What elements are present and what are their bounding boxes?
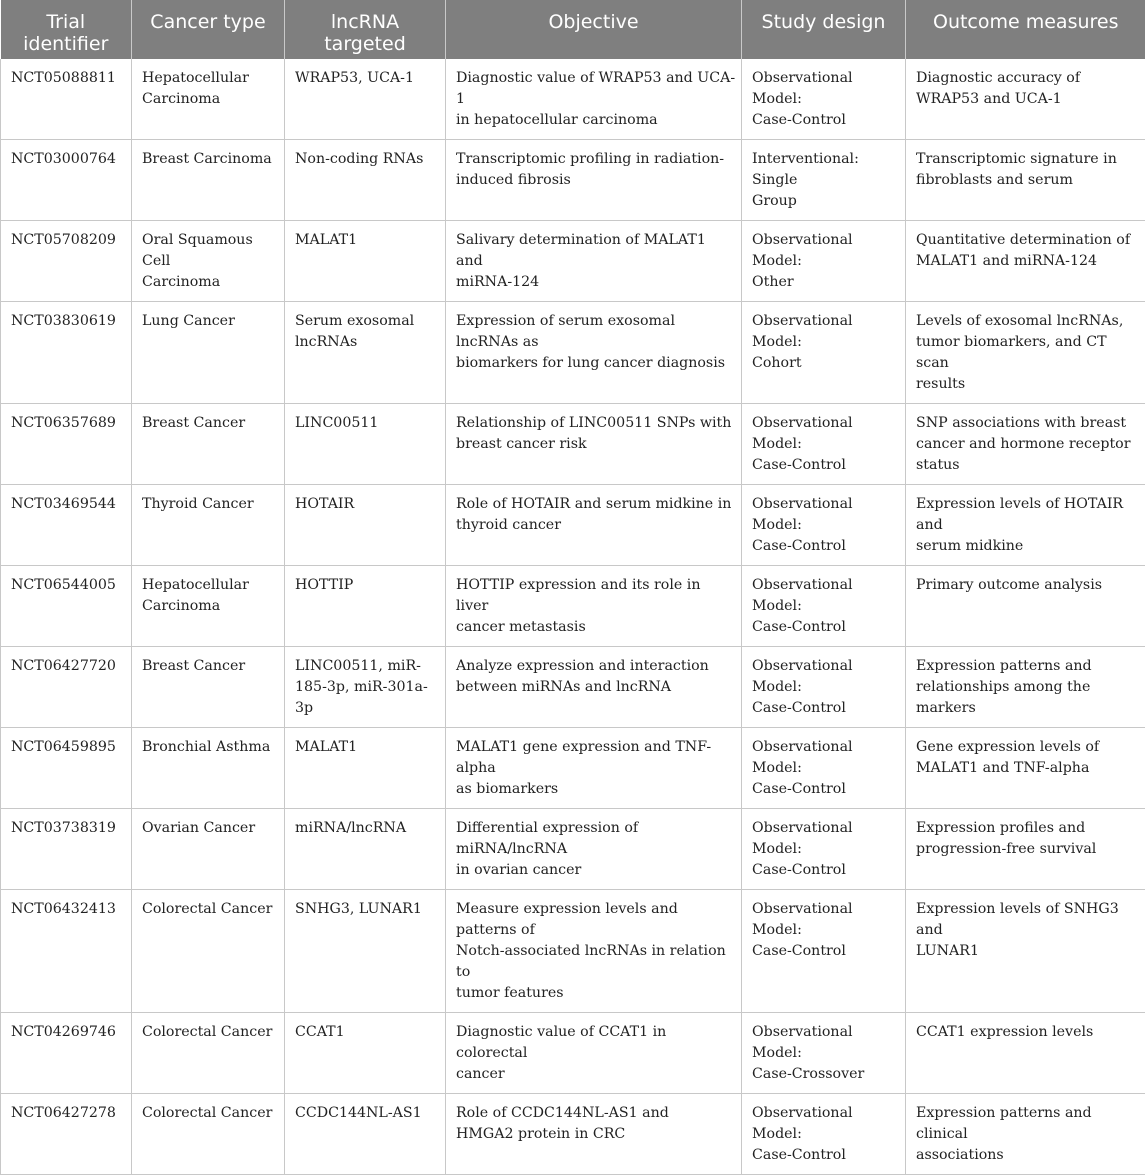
cell-line: Case-Control: [752, 781, 846, 797]
cell-line: Observational Model:: [752, 70, 853, 107]
table-row: [1, 140, 1145, 221]
table-row: [1, 890, 1145, 1013]
lncrna-cell: [285, 59, 446, 140]
outcome-cell: [906, 809, 1145, 890]
cell-line: Lung Cancer: [142, 313, 235, 329]
cancer-type-cell: [132, 728, 285, 809]
cell-line: Diagnostic value of WRAP53 and UCA-1: [456, 70, 735, 107]
lncrna-cell: [285, 890, 446, 1013]
cell-line: Expression levels of HOTAIR and: [916, 496, 1123, 533]
trial-id-cell: NCT06427720: [1, 647, 132, 728]
cell-line: CCAT1: [295, 1024, 345, 1040]
cell-line: cancer metastasis: [456, 619, 586, 635]
outcome-cell: [906, 59, 1145, 140]
cell-line: associations: [916, 1147, 1004, 1163]
cell-line: miRNA-124: [456, 274, 539, 290]
outcome-cell: [906, 140, 1145, 221]
cell-line: Case-Control: [752, 112, 846, 128]
study-design-cell: [742, 59, 906, 140]
cell-line: Case-Crossover: [752, 1066, 864, 1082]
cell-line: miRNA/lncRNA: [295, 820, 406, 836]
cell-line: LINC00511: [295, 415, 378, 431]
table-row: [1, 809, 1145, 890]
cell-line: breast cancer risk: [456, 436, 587, 452]
lncrna-cell: [285, 1013, 446, 1094]
cell-line: Relationship of LINC00511 SNPs with: [456, 415, 731, 431]
cell-line: Bronchial Asthma: [142, 739, 270, 755]
cell-line: Observational Model:: [752, 1105, 853, 1142]
cell-line: Case-Control: [752, 457, 846, 473]
cell-line: between miRNAs and lncRNA: [456, 679, 671, 695]
trial-id-cell: NCT03830619: [1, 302, 132, 404]
lncrna-cell: [285, 566, 446, 647]
study-design-cell: [742, 1013, 906, 1094]
cell-line: in hepatocellular carcinoma: [456, 112, 658, 128]
cell-line: Cohort: [752, 355, 802, 371]
cell-line: lncRNA: [331, 11, 399, 33]
trial-id-cell: NCT06357689: [1, 404, 132, 485]
outcome-cell: [906, 566, 1145, 647]
cancer-type-cell: [132, 566, 285, 647]
cell-line: Observational Model:: [752, 496, 853, 533]
table-row: [1, 647, 1145, 728]
cell-line: targeted: [324, 33, 406, 55]
cancer-type-cell: [132, 809, 285, 890]
trial-id-cell: NCT03738319: [1, 809, 132, 890]
cell-line: Transcriptomic signature in: [916, 151, 1117, 167]
cell-line: HMGA2 protein in CRC: [456, 1126, 625, 1142]
lncrna-cell: [285, 140, 446, 221]
study-design-cell: [742, 302, 906, 404]
cell-line: Gene expression levels of: [916, 739, 1099, 755]
cell-line: Colorectal Cancer: [142, 1024, 272, 1040]
cell-line: tumor biomarkers, and CT scan: [916, 334, 1107, 371]
cell-line: Thyroid Cancer: [142, 496, 254, 512]
cell-line: Levels of exosomal lncRNAs,: [916, 313, 1123, 329]
header-lncrna-targeted: [285, 0, 446, 59]
cancer-type-cell: [132, 485, 285, 566]
cell-line: Breast Cancer: [142, 415, 245, 431]
cell-line: Diagnostic value of CCAT1 in colorectal: [456, 1024, 666, 1061]
lncrna-cell: [285, 221, 446, 302]
cell-line: Other: [752, 274, 794, 290]
header-outcome-measures: [906, 0, 1145, 59]
cell-line: Expression levels of SNHG3 and: [916, 901, 1119, 938]
cell-line: Non-coding RNAs: [295, 151, 423, 167]
cell-line: Colorectal Cancer: [142, 1105, 272, 1121]
lncrna-cell: [285, 485, 446, 566]
trial-id-cell: NCT06427278: [1, 1094, 132, 1175]
header-cancer-type: [132, 0, 285, 59]
trial-id-cell: NCT06544005: [1, 566, 132, 647]
trial-id-cell: NCT03469544: [1, 485, 132, 566]
header-objective: [446, 0, 742, 59]
study-design-cell: [742, 221, 906, 302]
cell-line: cancer: [456, 1066, 505, 1082]
cell-line: Carcinoma: [142, 91, 220, 107]
cell-line: Case-Control: [752, 1147, 846, 1163]
study-design-cell: [742, 140, 906, 221]
objective-cell: [446, 404, 742, 485]
cell-line: biomarkers for lung cancer diagnosis: [456, 355, 725, 371]
cell-line: induced fibrosis: [456, 172, 571, 188]
table-row: [1, 566, 1145, 647]
cell-line: CCAT1 expression levels: [916, 1024, 1093, 1040]
cancer-type-cell: [132, 221, 285, 302]
cell-line: MALAT1 gene expression and TNF-alpha: [456, 739, 711, 776]
cell-line: CCDC144NL-AS1: [295, 1105, 422, 1121]
cell-line: LUNAR1: [916, 943, 979, 959]
table-row: [1, 59, 1145, 140]
cell-line: WRAP53 and UCA-1: [916, 91, 1062, 107]
cell-line: Expression patterns and clinical: [916, 1105, 1092, 1142]
cell-line: Carcinoma: [142, 598, 220, 614]
cancer-type-cell: [132, 890, 285, 1013]
cell-line: Differential expression of miRNA/lncRNA: [456, 820, 638, 857]
outcome-cell: [906, 1094, 1145, 1175]
table-body: [1, 59, 1145, 1175]
lncrna-cell: [285, 647, 446, 728]
cell-line: Colorectal Cancer: [142, 901, 272, 917]
lncrna-cell: [285, 1094, 446, 1175]
cell-line: Expression patterns and: [916, 658, 1092, 674]
outcome-cell: [906, 1013, 1145, 1094]
cancer-type-cell: [132, 1094, 285, 1175]
cell-line: Objective: [548, 11, 638, 33]
cell-line: Role of CCDC144NL-AS1 and: [456, 1105, 669, 1121]
cell-line: Observational Model:: [752, 313, 853, 350]
study-design-cell: [742, 404, 906, 485]
cell-line: Study design: [762, 11, 886, 33]
cell-line: Serum exosomal: [295, 313, 414, 329]
cell-line: Case-Control: [752, 862, 846, 878]
study-design-cell: [742, 809, 906, 890]
cell-line: MALAT1 and TNF-alpha: [916, 760, 1089, 776]
cell-line: HOTAIR: [295, 496, 354, 512]
cell-line: Interventional: Single: [752, 151, 859, 188]
cell-line: Observational Model:: [752, 901, 853, 938]
cell-line: MALAT1: [295, 232, 357, 248]
outcome-cell: [906, 890, 1145, 1013]
outcome-cell: [906, 485, 1145, 566]
table-row: [1, 1013, 1145, 1094]
objective-cell: [446, 647, 742, 728]
trial-id-cell: NCT06432413: [1, 890, 132, 1013]
study-design-cell: [742, 485, 906, 566]
cell-line: Observational Model:: [752, 658, 853, 695]
outcome-cell: [906, 728, 1145, 809]
objective-cell: [446, 59, 742, 140]
cell-line: lncRNAs: [295, 334, 357, 350]
objective-cell: [446, 302, 742, 404]
cell-line: Transcriptomic profiling in radiation-: [456, 151, 724, 167]
cell-line: Case-Control: [752, 943, 846, 959]
cell-line: relationships among the markers: [916, 679, 1090, 716]
cell-line: Group: [752, 193, 797, 209]
cell-line: Observational Model:: [752, 415, 853, 452]
lncrna-cell: [285, 809, 446, 890]
cell-line: HOTTIP expression and its role in liver: [456, 577, 700, 614]
cell-line: tumor features: [456, 985, 564, 1001]
cell-line: Primary outcome analysis: [916, 577, 1102, 593]
trial-id-cell: NCT05708209: [1, 221, 132, 302]
cell-line: in ovarian cancer: [456, 862, 581, 878]
trial-id-cell: NCT04269746: [1, 1013, 132, 1094]
cell-line: Notch-associated lncRNAs in relation to: [456, 943, 726, 980]
cell-line: Hepatocellular: [142, 577, 249, 593]
table-row: [1, 728, 1145, 809]
trial-id-cell: NCT05088811: [1, 59, 132, 140]
cell-line: Expression profiles and: [916, 820, 1085, 836]
objective-cell: [446, 890, 742, 1013]
lncrna-cell: [285, 728, 446, 809]
cancer-type-cell: [132, 647, 285, 728]
table-row: [1, 485, 1145, 566]
cell-line: thyroid cancer: [456, 517, 561, 533]
study-design-cell: [742, 647, 906, 728]
cancer-type-cell: [132, 59, 285, 140]
cell-line: SNP associations with breast: [916, 415, 1126, 431]
lncrna-cell: [285, 404, 446, 485]
objective-cell: [446, 485, 742, 566]
cell-line: Role of HOTAIR and serum midkine in: [456, 496, 731, 512]
table-row: [1, 404, 1145, 485]
objective-cell: [446, 728, 742, 809]
study-design-cell: [742, 728, 906, 809]
cell-line: Carcinoma: [142, 274, 220, 290]
cancer-type-cell: [132, 140, 285, 221]
cell-line: Observational Model:: [752, 739, 853, 776]
study-design-cell: [742, 1094, 906, 1175]
cell-line: MALAT1: [295, 739, 357, 755]
objective-cell: [446, 809, 742, 890]
cell-line: Breast Carcinoma: [142, 151, 272, 167]
cell-line: Observational Model:: [752, 577, 853, 614]
table-row: [1, 1094, 1145, 1175]
cell-line: Case-Control: [752, 538, 846, 554]
header-trial-identifier: [1, 0, 132, 59]
trial-id-cell: NCT06459895: [1, 728, 132, 809]
cell-line: Diagnostic accuracy of: [916, 70, 1080, 86]
cell-line: status: [916, 457, 960, 473]
cell-line: Observational Model:: [752, 1024, 853, 1061]
trial-id-cell: NCT03000764: [1, 140, 132, 221]
study-design-cell: [742, 566, 906, 647]
cell-line: Outcome measures: [933, 11, 1119, 33]
cell-line: 185-3p, miR-301a-3p: [295, 679, 428, 716]
cell-line: cancer and hormone receptor: [916, 436, 1131, 452]
lncrna-cell: [285, 302, 446, 404]
cell-line: Hepatocellular: [142, 70, 249, 86]
cell-line: Ovarian Cancer: [142, 820, 255, 836]
cell-line: Observational Model:: [752, 820, 853, 857]
outcome-cell: [906, 404, 1145, 485]
objective-cell: [446, 1013, 742, 1094]
cell-line: Case-Control: [752, 619, 846, 635]
cell-line: Measure expression levels and patterns of: [456, 901, 678, 938]
cancer-type-cell: [132, 1013, 285, 1094]
cell-line: Expression of serum exosomal lncRNAs as: [456, 313, 675, 350]
header-row: [1, 0, 1145, 59]
table-row: [1, 221, 1145, 302]
cell-line: Analyze expression and interaction: [456, 658, 709, 674]
cell-line: Salivary determination of MALAT1 and: [456, 232, 706, 269]
objective-cell: [446, 566, 742, 647]
cell-line: fibroblasts and serum: [916, 172, 1073, 188]
cell-line: Breast Cancer: [142, 658, 245, 674]
objective-cell: [446, 140, 742, 221]
outcome-cell: [906, 647, 1145, 728]
table-row: [1, 302, 1145, 404]
outcome-cell: [906, 221, 1145, 302]
cell-line: SNHG3, LUNAR1: [295, 901, 422, 917]
cell-line: Cancer type: [150, 11, 265, 33]
study-design-cell: [742, 890, 906, 1013]
objective-cell: [446, 1094, 742, 1175]
cell-line: HOTTIP: [295, 577, 353, 593]
cell-line: WRAP53, UCA-1: [295, 70, 414, 86]
cell-line: Case-Control: [752, 700, 846, 716]
cell-line: results: [916, 376, 965, 392]
objective-cell: [446, 221, 742, 302]
outcome-cell: [906, 302, 1145, 404]
cancer-type-cell: [132, 302, 285, 404]
table-header: [1, 0, 1145, 59]
cell-line: identifier: [23, 33, 108, 55]
cell-line: serum midkine: [916, 538, 1023, 554]
cell-line: Oral Squamous Cell: [142, 232, 253, 269]
cell-line: Trial: [46, 11, 85, 33]
cell-line: MALAT1 and miRNA-124: [916, 253, 1097, 269]
cell-line: progression-free survival: [916, 841, 1096, 857]
cell-line: Observational Model:: [752, 232, 853, 269]
cancer-type-cell: [132, 404, 285, 485]
cell-line: as biomarkers: [456, 781, 558, 797]
header-study-design: [742, 0, 906, 59]
cell-line: LINC00511, miR-: [295, 658, 421, 674]
cell-line: Quantitative determination of: [916, 232, 1130, 248]
